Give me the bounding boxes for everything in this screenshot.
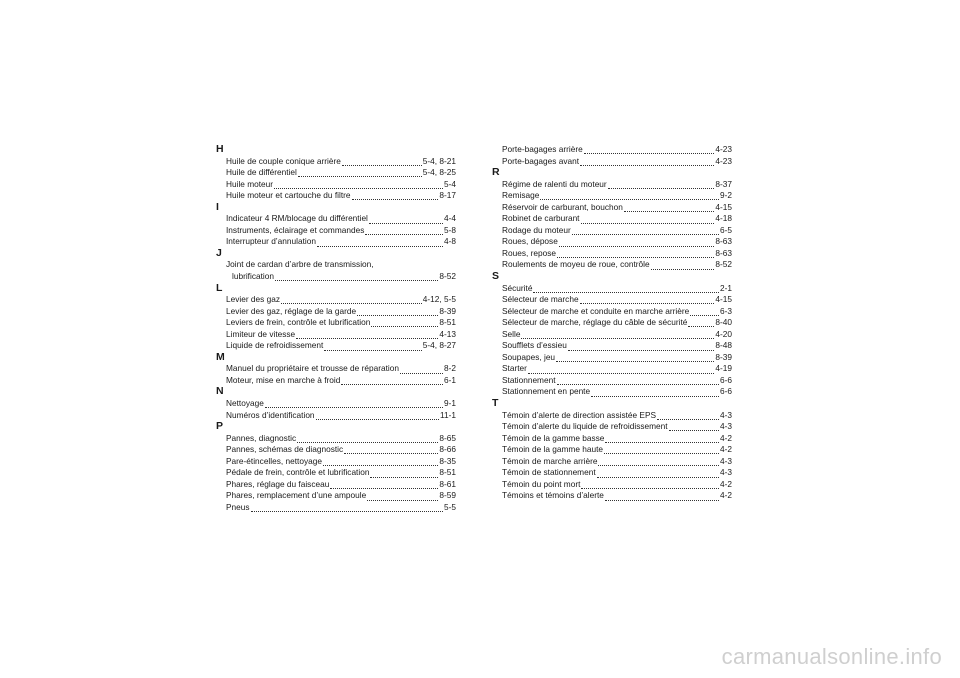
index-entry: [492, 421, 732, 433]
index-entry-label: Soupapes, jeu: [502, 351, 556, 362]
index-entry-page: 4-4: [444, 213, 456, 224]
index-entry-label: Réservoir de carburant, bouchon: [502, 201, 623, 212]
index-entry-page: 4-3: [720, 409, 732, 420]
index-entry: [492, 144, 732, 156]
index-entry-label: Témoin d’alerte du liquide de refroidissement: [502, 421, 668, 432]
index-entry-label: Témoin de la gamme haute: [502, 444, 604, 455]
dot-leader: [367, 492, 438, 501]
index-entry-page: 8-65: [439, 432, 456, 443]
index-entry-page: 4-15: [715, 294, 732, 305]
index-entry: [216, 479, 456, 491]
index-entry: [492, 479, 732, 491]
index-entry: [216, 213, 456, 225]
index-entry-page: 8-61: [439, 478, 456, 489]
index-entry-page: 4-2: [720, 490, 732, 501]
index-entry-page: 4-12, 5-5: [422, 294, 456, 305]
dot-leader: [580, 157, 714, 166]
index-entry-label: Phares, remplacement d’une ampoule: [226, 490, 367, 501]
index-entry-label: Témoin du point mort: [502, 478, 581, 489]
index-entry-label: Roues, repose: [502, 247, 556, 258]
dot-leader: [251, 503, 443, 512]
index-entry-label: Levier des gaz: [226, 294, 280, 305]
index-letter-heading: S: [492, 270, 500, 283]
index-entry-label: Interrupteur d’annulation: [226, 236, 316, 247]
dot-leader: [317, 238, 443, 247]
index-entry-label: Sélecteur de marche, réglage du câble de sécurité: [502, 317, 688, 328]
index-entry-page: 6-6: [720, 374, 732, 385]
index-entry: [492, 248, 732, 260]
index-entry-page: 8-63: [715, 236, 732, 247]
index-entry-page: 4-23: [715, 144, 732, 154]
index-entry-page: 6-1: [444, 374, 456, 385]
index-letter-heading: M: [216, 350, 225, 363]
index-letter-heading: I: [216, 200, 219, 213]
index-entry-label: Huile moteur: [226, 178, 274, 189]
index-entry-page: 2-1: [720, 282, 732, 293]
index-entry-label: Roulements de moyeu de roue, contrôle: [502, 259, 650, 270]
dot-leader: [669, 422, 719, 431]
index-entry: [492, 467, 732, 479]
index-entry-page: 8-39: [439, 305, 456, 316]
index-entry-page: 4-13: [439, 328, 456, 339]
dot-leader: [352, 191, 439, 200]
index-entry: [492, 444, 732, 456]
index-entry-label: Pneus: [226, 501, 250, 512]
index-entry-label: Remisage: [502, 190, 540, 201]
index-entry-label: Pannes, diagnostic: [226, 432, 297, 443]
index-entry-page: 4-20: [715, 328, 732, 339]
index-entry-label: Selle: [502, 328, 521, 339]
index-entry-label: Huile moteur et cartouche du filtre: [226, 190, 351, 201]
dot-leader: [605, 434, 719, 443]
index-entry-page: 4-3: [720, 455, 732, 466]
index-entry-label: Pédale de frein, contrôle et lubrification: [226, 467, 370, 478]
dot-leader: [608, 180, 715, 189]
index-entry-page: 4-2: [720, 432, 732, 443]
index-entry-label: Robinet de carburant: [502, 213, 580, 224]
index-column-left: [216, 144, 456, 514]
dot-leader: [344, 445, 438, 454]
dot-leader: [591, 388, 719, 397]
index-entry: [492, 456, 732, 468]
index-entry-label: lubrification: [232, 271, 274, 282]
index-entry-label: Sélecteur de marche et conduite en marche arrière: [502, 305, 690, 316]
index-entry: [216, 456, 456, 468]
index-entry: [492, 202, 732, 214]
index-entry-label: Témoin d’alerte de direction assistée EPS: [502, 409, 657, 420]
dot-leader: [559, 238, 715, 247]
dot-leader: [324, 342, 421, 351]
index-entry: [216, 502, 456, 514]
index-entry: [216, 467, 456, 479]
index-entry: [492, 433, 732, 445]
index-entry: [492, 225, 732, 237]
index-entry-label: Rodage du moteur: [502, 224, 571, 235]
index-entry-page: 8-48: [715, 340, 732, 351]
index-entry-label: Instruments, éclairage et commandes: [226, 224, 365, 235]
dot-leader: [581, 480, 719, 489]
index-entry-label: Huile de couple conique arrière: [226, 155, 341, 166]
index-entry-page: 5-5: [444, 501, 456, 512]
index-entry-label: Manuel du propriétaire et trousse de réparation: [226, 363, 399, 374]
index-entry-page: 9-2: [720, 190, 732, 201]
index-entry: [216, 271, 456, 283]
dot-leader: [605, 492, 719, 501]
index-entry-page: 4-18: [715, 213, 732, 224]
index-entry: [492, 340, 732, 352]
index-entry-label: Huile de différentiel: [226, 167, 297, 178]
index-entry: [492, 190, 732, 202]
index-letter-heading: P: [216, 420, 224, 433]
index-entry: [492, 317, 732, 329]
dot-leader: [604, 445, 719, 454]
index-entry-page: 5-4, 8-21: [422, 155, 456, 166]
index-entry-page: 4-2: [720, 478, 732, 489]
index-entry: [492, 329, 732, 341]
index-entry-page: 6-6: [720, 386, 732, 397]
index-entry: [216, 306, 456, 318]
dot-leader: [651, 261, 715, 270]
index-entry-label: Pannes, schémas de diagnostic: [226, 444, 344, 455]
dot-leader: [581, 215, 715, 224]
index-entry-page: 8-37: [715, 178, 732, 189]
index-entry: [216, 340, 456, 352]
index-entry-label: Pare-étincelles, nettoyage: [226, 455, 322, 466]
dot-leader: [357, 307, 438, 316]
index-entry: [492, 294, 732, 306]
index-entry: [216, 294, 456, 306]
index-entry-label: Limiteur de vitesse: [226, 328, 296, 339]
index-letter-heading: R: [492, 166, 500, 179]
dot-leader: [584, 145, 715, 154]
index-entry-label: Témoin de stationnement: [502, 467, 596, 478]
dot-leader: [274, 180, 443, 189]
dot-leader: [365, 226, 443, 235]
index-entry-page: 8-51: [439, 317, 456, 328]
index-entry-page: 6-3: [720, 305, 732, 316]
index-entry-page: 8-2: [444, 363, 456, 374]
index-entry-page: 4-8: [444, 236, 456, 247]
index-entry: [492, 259, 732, 271]
index-entry-label: Stationnement en pente: [502, 386, 591, 397]
index-entry: [492, 236, 732, 248]
index-entry-page: 5-4, 8-25: [422, 167, 456, 178]
index-entry: [492, 156, 732, 168]
index-entry-page: 5-4, 8-27: [422, 340, 456, 351]
index-entry-label: Numéros d’identification: [226, 409, 315, 420]
dot-leader: [371, 318, 438, 327]
index-entry-label: Témoins et témoins d’alerte: [502, 490, 604, 501]
index-entry: [216, 329, 456, 341]
dot-leader: [557, 376, 719, 385]
dot-leader: [296, 330, 438, 339]
index-entry-page: 5-8: [444, 224, 456, 235]
dot-leader: [690, 307, 719, 316]
dot-leader: [568, 342, 715, 351]
index-letter-heading: N: [216, 385, 224, 398]
index-entry-page: 8-51: [439, 467, 456, 478]
index-letter-heading: L: [216, 281, 223, 294]
index-entry: [492, 283, 732, 295]
index-entry-label: Moteur, mise en marche à froid: [226, 374, 341, 385]
index-entry-page: 4-2: [720, 444, 732, 455]
index-entry-page: 4-3: [720, 467, 732, 478]
dot-leader: [297, 434, 438, 443]
index-entry: [216, 363, 456, 375]
index-entry-page: 8-17: [439, 190, 456, 201]
dot-leader: [281, 295, 422, 304]
index-entry-page: 8-66: [439, 444, 456, 455]
index-entry: [492, 352, 732, 364]
index-entry: [216, 190, 456, 202]
index-entry-page: 4-19: [715, 363, 732, 374]
dot-leader: [688, 318, 714, 327]
dot-leader: [298, 168, 422, 177]
dot-leader: [330, 480, 438, 489]
index-entry-page: 4-23: [715, 155, 732, 166]
index-entry: [216, 375, 456, 387]
dot-leader: [572, 226, 719, 235]
dot-leader: [275, 272, 438, 281]
dot-leader: [557, 249, 714, 258]
dot-leader: [323, 457, 438, 466]
index-entry: [216, 167, 456, 179]
index-entry-page: 8-63: [715, 247, 732, 258]
index-entry: [216, 444, 456, 456]
index-entry: Joint de cardan d’arbre de transmission,: [226, 259, 374, 270]
index-entry-label: Porte-bagages avant: [502, 155, 580, 166]
index-entry-page: 8-52: [715, 259, 732, 270]
index-entry-label: Sélecteur de marche: [502, 294, 579, 305]
index-entry: [216, 410, 456, 422]
index-entry-label: Témoin de la gamme basse: [502, 432, 605, 443]
dot-leader: [316, 411, 439, 420]
dot-leader: [370, 469, 438, 478]
index-entry: [492, 363, 732, 375]
dot-leader: [265, 399, 443, 408]
index-entry-page: 8-52: [439, 271, 456, 282]
dot-leader: [598, 457, 719, 466]
index-entry: [492, 179, 732, 191]
index-entry-page: 8-39: [715, 351, 732, 362]
index-entry: [492, 410, 732, 422]
index-entry-page: 9-1: [444, 398, 456, 409]
index-entry-label: Phares, réglage du faisceau: [226, 478, 330, 489]
dot-leader: [533, 284, 719, 293]
dot-leader: [540, 191, 719, 200]
index-entry-label: Liquide de refroidissement: [226, 340, 324, 351]
dot-leader: [657, 411, 719, 420]
index-entry-label: Sécurité: [502, 282, 533, 293]
index-entry-page: 4-3: [720, 421, 732, 432]
index-entry: [216, 225, 456, 237]
index-entry: [216, 156, 456, 168]
dot-leader: [342, 157, 422, 166]
index-entry-label: Nettoyage: [226, 398, 264, 409]
index-entry-page: 8-35: [439, 455, 456, 466]
index-letter-heading: J: [216, 246, 222, 259]
index-entry-label: Témoin de marche arrière: [502, 455, 598, 466]
index-entry-label: Leviers de frein, contrôle et lubrification: [226, 317, 371, 328]
index-entry-label: Régime de ralenti du moteur: [502, 178, 607, 189]
index-entry-page: 11-1: [440, 409, 456, 420]
index-entry-page: 4-15: [715, 201, 732, 212]
index-entry: [216, 236, 456, 248]
dot-leader: [528, 365, 714, 374]
index-entry: [216, 179, 456, 191]
index-entry: [216, 398, 456, 410]
dot-leader: [521, 330, 714, 339]
index-entry-label: Roues, dépose: [502, 236, 558, 247]
dot-leader: [341, 376, 443, 385]
dot-leader: [556, 353, 714, 362]
index-entry: [216, 433, 456, 445]
index-letter-heading: H: [216, 143, 224, 155]
index-entry-label: Soufflets d’essieu: [502, 340, 567, 351]
index-entry: [216, 490, 456, 502]
index-entry: [492, 386, 732, 398]
index-entry-label: Starter: [502, 363, 527, 374]
index-column-right: [492, 144, 732, 502]
index-entry-page: 8-59: [439, 490, 456, 501]
dot-leader: [624, 203, 715, 212]
index-entry: [492, 490, 732, 502]
index-entry-label: Indicateur 4 RM/blocage du différentiel: [226, 213, 368, 224]
dot-leader: [597, 469, 719, 478]
index-entry-label: Levier des gaz, réglage de la garde: [226, 305, 357, 316]
dot-leader: [400, 365, 443, 374]
index-entry: [216, 317, 456, 329]
index-entry-page: 8-40: [715, 317, 732, 328]
index-entry: [492, 213, 732, 225]
watermark: carmanualsonline.info: [721, 644, 942, 669]
index-entry: [492, 375, 732, 387]
dot-leader: [369, 215, 443, 224]
index-entry-label: Stationnement: [502, 374, 556, 385]
index-entry-page: 5-4: [444, 178, 456, 189]
index-letter-heading: T: [492, 397, 499, 410]
dot-leader: [580, 295, 715, 304]
index-entry-label: Porte-bagages arrière: [502, 144, 583, 154]
index-entry: [492, 306, 732, 318]
index-entry-page: 6-5: [720, 224, 732, 235]
